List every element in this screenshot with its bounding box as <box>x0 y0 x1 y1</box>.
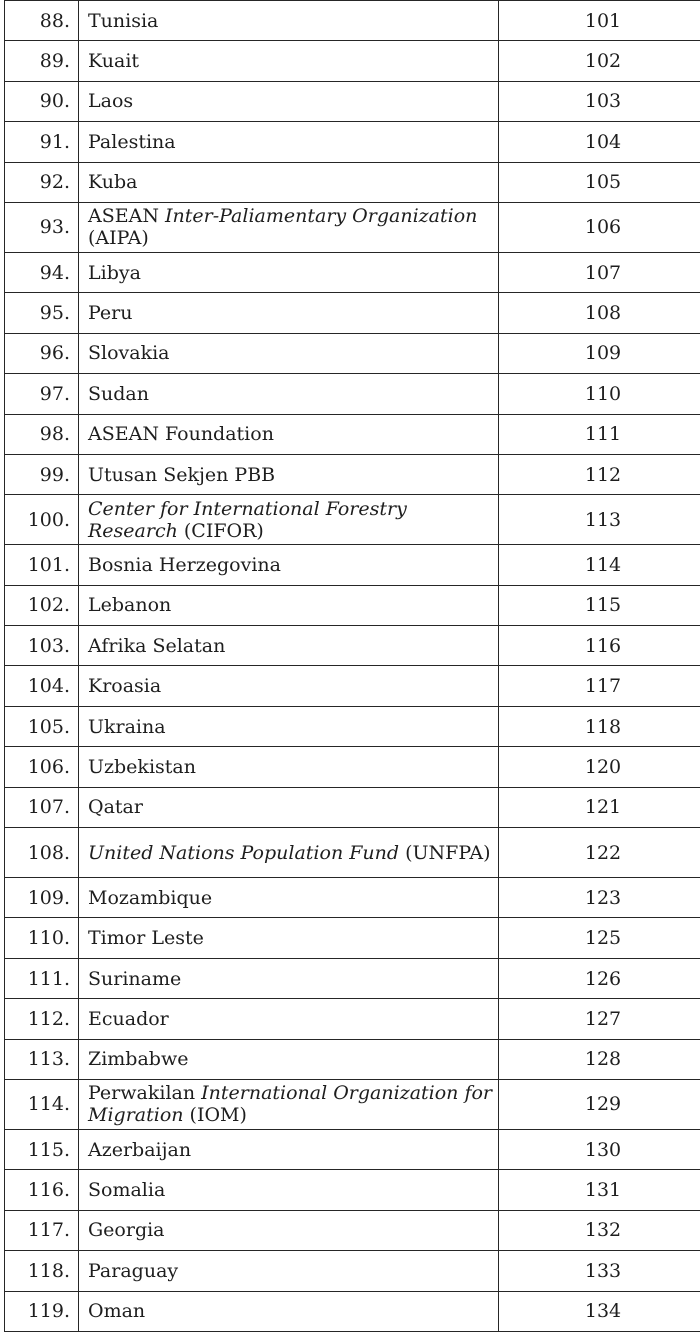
table-row <box>5 666 700 706</box>
table-row <box>5 41 700 81</box>
name-segment: Perwakilan <box>88 1082 202 1105</box>
page-number: 123 <box>499 878 700 918</box>
table-row <box>5 958 700 998</box>
organization-name <box>79 41 499 81</box>
name-segment: Zimbabwe <box>88 1048 189 1071</box>
row-number: 115. <box>5 1129 79 1169</box>
page-number: 115 <box>499 585 700 625</box>
table-row <box>5 1129 700 1169</box>
organization-name <box>79 1291 499 1331</box>
table-row <box>5 81 700 121</box>
organization-name <box>79 162 499 202</box>
page-number: 126 <box>499 958 700 998</box>
name-segment: Kuba <box>88 171 138 194</box>
organization-name <box>79 1129 499 1169</box>
name-segment: ASEAN <box>88 205 165 228</box>
table-row <box>5 374 700 414</box>
name-segment: Laos <box>88 90 134 113</box>
row-number: 104. <box>5 666 79 706</box>
name-italic-segment: United Nations Population Fund <box>88 841 400 864</box>
organization-name <box>79 202 499 252</box>
row-number: 111. <box>5 958 79 998</box>
table-row <box>5 787 700 827</box>
list-table <box>4 0 700 1332</box>
row-number: 107. <box>5 787 79 827</box>
table-row <box>5 1210 700 1250</box>
table-row <box>5 122 700 162</box>
page-number: 134 <box>499 1291 700 1331</box>
row-number: 94. <box>5 252 79 292</box>
name-segment: Afrika Selatan <box>88 634 226 657</box>
name-segment: Kuait <box>88 50 140 73</box>
page-number: 128 <box>499 1039 700 1079</box>
page-number: 101 <box>499 1 700 41</box>
table-row <box>5 1291 700 1331</box>
row-number: 93. <box>5 202 79 252</box>
organization-name <box>79 1039 499 1079</box>
name-segment: ASEAN Foundation <box>88 423 274 446</box>
table-row <box>5 585 700 625</box>
name-italic-segment: Inter-Paliamentary Organization <box>165 205 478 228</box>
table-row <box>5 626 700 666</box>
row-number: 99. <box>5 454 79 494</box>
table-row <box>5 414 700 454</box>
page-number: 130 <box>499 1129 700 1169</box>
organization-name <box>79 545 499 585</box>
row-number: 88. <box>5 1 79 41</box>
organization-name <box>79 374 499 414</box>
row-number: 108. <box>5 828 79 878</box>
name-segment: Tunisia <box>88 9 159 32</box>
name-italic-segment: Center for International Forestry Research <box>88 497 407 542</box>
name-segment: Azerbaijan <box>88 1138 192 1161</box>
name-segment: Oman <box>88 1300 146 1323</box>
name-segment: Lebanon <box>88 594 172 617</box>
row-number: 98. <box>5 414 79 454</box>
organization-name <box>79 828 499 878</box>
name-segment: Uzbekistan <box>88 755 196 778</box>
name-italic-segment: International Organization for Migration <box>88 1082 493 1127</box>
name-segment: Mozambique <box>88 886 213 909</box>
name-segment: (CIFOR) <box>177 519 264 542</box>
row-number: 106. <box>5 747 79 787</box>
organization-name <box>79 878 499 918</box>
row-number: 116. <box>5 1170 79 1210</box>
page-number: 104 <box>499 122 700 162</box>
page-number: 108 <box>499 293 700 333</box>
organization-name <box>79 918 499 958</box>
organization-name <box>79 1170 499 1210</box>
row-number: 101. <box>5 545 79 585</box>
row-number: 114. <box>5 1079 79 1129</box>
name-segment: Peru <box>88 302 133 325</box>
page-number: 125 <box>499 918 700 958</box>
page-number: 110 <box>499 374 700 414</box>
table-row <box>5 828 700 878</box>
name-segment: (AIPA) <box>88 227 149 250</box>
page-number: 107 <box>499 252 700 292</box>
name-segment: Georgia <box>88 1219 165 1242</box>
organization-name <box>79 666 499 706</box>
table-row <box>5 999 700 1039</box>
name-segment: Kroasia <box>88 675 162 698</box>
organization-name <box>79 1251 499 1291</box>
page-number: 114 <box>499 545 700 585</box>
table-row <box>5 1251 700 1291</box>
row-number: 92. <box>5 162 79 202</box>
page-number: 131 <box>499 1170 700 1210</box>
name-segment: Ukraina <box>88 715 166 738</box>
table-row <box>5 202 700 252</box>
name-segment: Libya <box>88 261 141 284</box>
row-number: 117. <box>5 1210 79 1250</box>
row-number: 105. <box>5 706 79 746</box>
page-number: 117 <box>499 666 700 706</box>
page-number: 111 <box>499 414 700 454</box>
name-segment: Bosnia Herzegovina <box>88 553 281 576</box>
row-number: 95. <box>5 293 79 333</box>
organization-name <box>79 706 499 746</box>
organization-name <box>79 333 499 373</box>
organization-name <box>79 495 499 545</box>
table-row <box>5 1039 700 1079</box>
row-number: 89. <box>5 41 79 81</box>
page-number: 106 <box>499 202 700 252</box>
row-number: 100. <box>5 495 79 545</box>
name-segment: (IOM) <box>183 1104 247 1127</box>
name-segment: Somalia <box>88 1179 166 1202</box>
organization-name <box>79 1210 499 1250</box>
table-row <box>5 878 700 918</box>
page-number: 120 <box>499 747 700 787</box>
name-segment: Slovakia <box>88 342 170 365</box>
table-row <box>5 454 700 494</box>
table-body <box>5 1 700 1332</box>
row-number: 103. <box>5 626 79 666</box>
table-row <box>5 495 700 545</box>
row-number: 96. <box>5 333 79 373</box>
name-segment: Utusan Sekjen PBB <box>88 463 276 486</box>
page-number: 118 <box>499 706 700 746</box>
page-number: 102 <box>499 41 700 81</box>
row-number: 119. <box>5 1291 79 1331</box>
name-segment: Suriname <box>88 967 182 990</box>
row-number: 112. <box>5 999 79 1039</box>
table-row <box>5 162 700 202</box>
organization-name <box>79 787 499 827</box>
row-number: 97. <box>5 374 79 414</box>
page-number: 132 <box>499 1210 700 1250</box>
table-row <box>5 252 700 292</box>
table-row <box>5 333 700 373</box>
page-number: 116 <box>499 626 700 666</box>
page-number: 105 <box>499 162 700 202</box>
name-segment: Sudan <box>88 382 149 405</box>
page-number: 122 <box>499 828 700 878</box>
name-segment: (UNFPA) <box>399 841 491 864</box>
table-row <box>5 1170 700 1210</box>
row-number: 113. <box>5 1039 79 1079</box>
organization-name <box>79 81 499 121</box>
organization-name <box>79 293 499 333</box>
row-number: 109. <box>5 878 79 918</box>
page-number: 121 <box>499 787 700 827</box>
organization-name <box>79 999 499 1039</box>
name-segment: Timor Leste <box>88 927 204 950</box>
page-number: 113 <box>499 495 700 545</box>
page-number: 127 <box>499 999 700 1039</box>
name-segment: Ecuador <box>88 1007 169 1030</box>
organization-name <box>79 1 499 41</box>
organization-name <box>79 414 499 454</box>
page-number: 109 <box>499 333 700 373</box>
row-number: 91. <box>5 122 79 162</box>
organization-name <box>79 585 499 625</box>
organization-name <box>79 1079 499 1129</box>
organization-name <box>79 747 499 787</box>
row-number: 118. <box>5 1251 79 1291</box>
table-row <box>5 706 700 746</box>
page-number: 129 <box>499 1079 700 1129</box>
page-number: 103 <box>499 81 700 121</box>
table-row <box>5 1079 700 1129</box>
table-row <box>5 545 700 585</box>
organization-name <box>79 958 499 998</box>
organization-name <box>79 122 499 162</box>
table-row <box>5 1 700 41</box>
row-number: 110. <box>5 918 79 958</box>
table-row <box>5 293 700 333</box>
name-segment: Qatar <box>88 796 143 819</box>
page-number: 112 <box>499 454 700 494</box>
table-row <box>5 747 700 787</box>
name-segment: Palestina <box>88 130 176 153</box>
page-number: 133 <box>499 1251 700 1291</box>
organization-name <box>79 626 499 666</box>
name-segment: Paraguay <box>88 1259 179 1282</box>
organization-name <box>79 252 499 292</box>
table-row <box>5 918 700 958</box>
row-number: 90. <box>5 81 79 121</box>
row-number: 102. <box>5 585 79 625</box>
organization-name <box>79 454 499 494</box>
